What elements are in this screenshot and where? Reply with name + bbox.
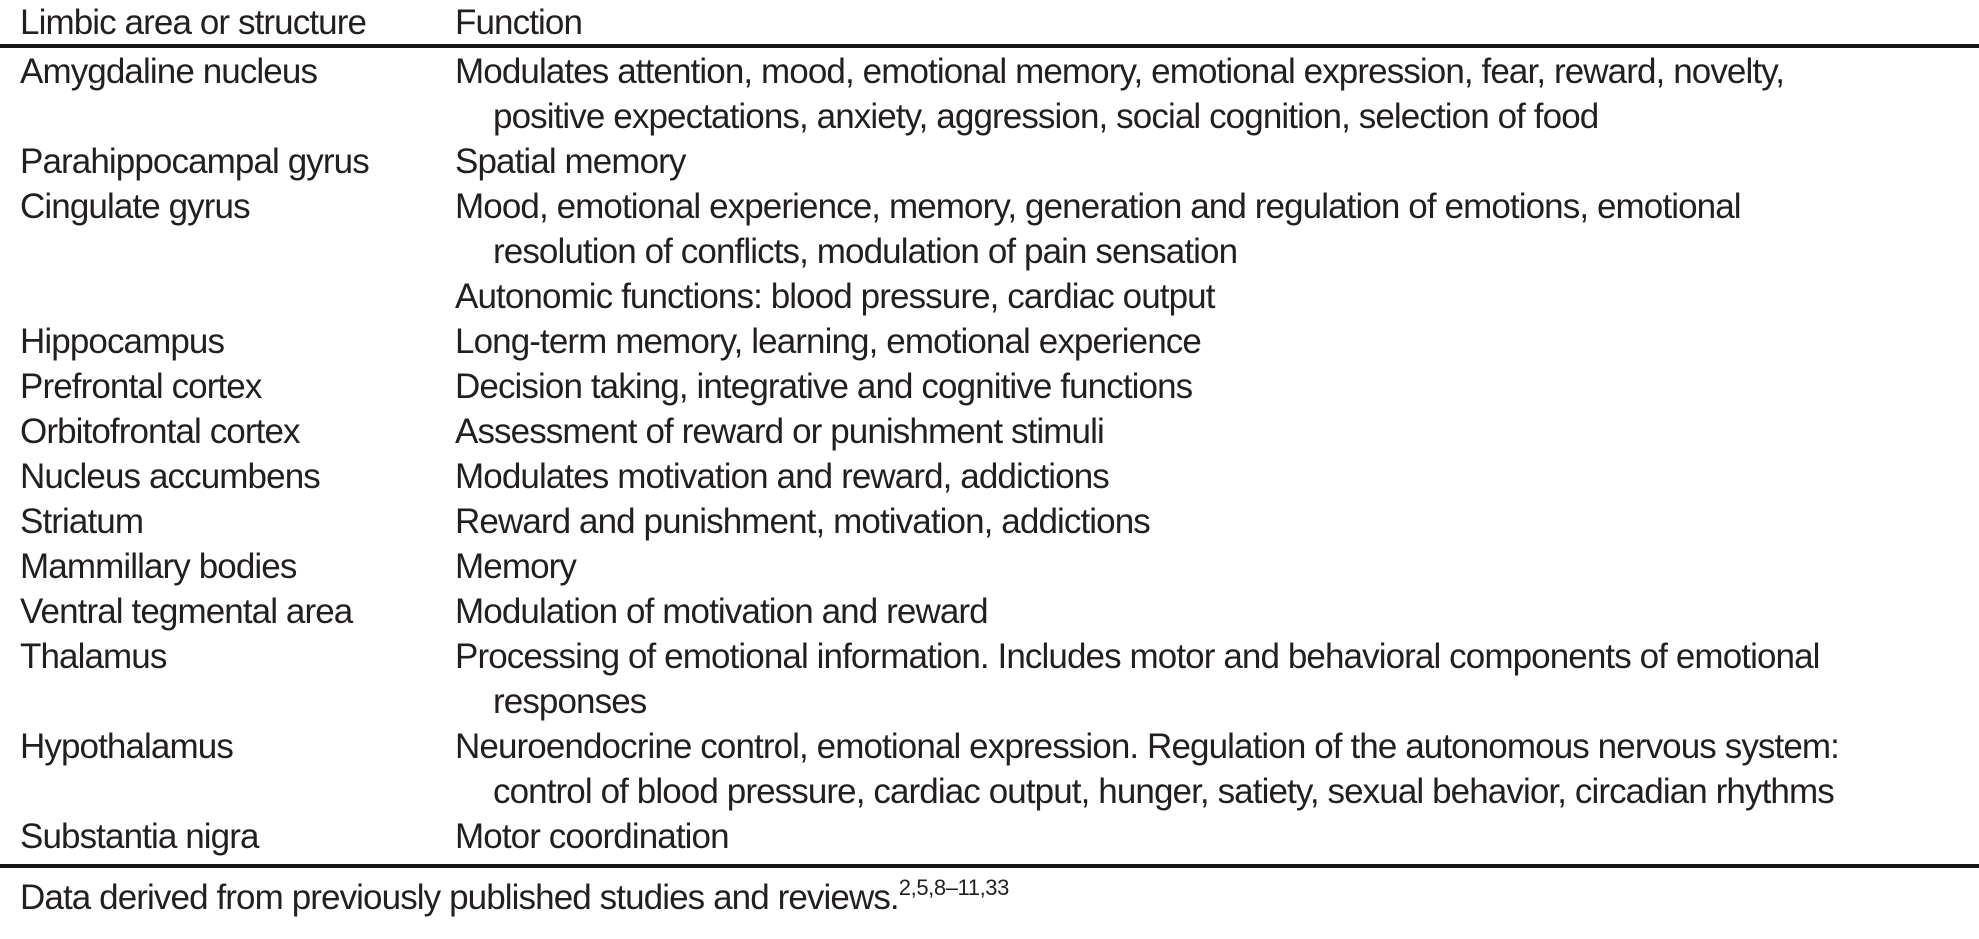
function-line: Memory [455, 547, 576, 586]
function-line: Mood, emotional experience, memory, generation and regulation of emotions, emotional [455, 187, 1741, 226]
table-header-row [0, 2, 1979, 44]
structure-cell: Prefrontal cortex [20, 367, 262, 406]
function-cell [455, 724, 1979, 814]
function-line: Decision taking, integrative and cognitive functions [455, 367, 1193, 406]
function-line: Processing of emotional information. Includes motor and behavioral components of emotional [455, 637, 1820, 676]
function-cell [455, 454, 1979, 499]
footnote-text: Data derived from previously published studies and reviews. [20, 878, 899, 917]
table-row [0, 364, 1979, 409]
table-row [0, 454, 1979, 499]
column-header-structure: Limbic area or structure [20, 3, 367, 42]
function-line: Modulation of motivation and reward [455, 592, 988, 631]
function-line: Autonomic functions: blood pressure, cardiac output [455, 277, 1215, 316]
structure-cell: Substantia nigra [20, 817, 259, 856]
structure-cell: Nucleus accumbens [20, 457, 320, 496]
function-cell [455, 409, 1979, 454]
function-line: Motor coordination [455, 817, 729, 856]
structure-cell: Hippocampus [20, 322, 225, 361]
footnote-reference-numbers: 2,5,8–11,33 [898, 875, 1009, 900]
function-cell [455, 589, 1979, 634]
function-cell [455, 814, 1979, 859]
function-cell [455, 139, 1979, 184]
function-cell [455, 184, 1979, 319]
function-cell [455, 499, 1979, 544]
function-line: responses [493, 682, 647, 721]
table-row [0, 49, 1979, 139]
table-row [0, 814, 1979, 859]
function-line: Reward and punishment, motivation, addictions [455, 502, 1150, 541]
function-cell [455, 319, 1979, 364]
table-row [0, 319, 1979, 364]
function-line: Long-term memory, learning, emotional experience [455, 322, 1201, 361]
function-line: control of blood pressure, cardiac output, hunger, satiety, sexual behavior, circadian rhythms [493, 772, 1834, 811]
structure-cell: Thalamus [20, 637, 167, 676]
structure-cell: Orbitofrontal cortex [20, 412, 300, 451]
table-row [0, 499, 1979, 544]
function-line: Assessment of reward or punishment stimuli [455, 412, 1104, 451]
function-line: resolution of conflicts, modulation of pain sensation [493, 232, 1238, 271]
structure-cell: Ventral tegmental area [20, 592, 353, 631]
footnote [0, 868, 1979, 922]
function-cell [455, 49, 1979, 139]
function-cell [455, 364, 1979, 409]
function-line: positive expectations, anxiety, aggression, social cognition, selection of food [493, 97, 1599, 136]
structure-cell: Amygdaline nucleus [20, 52, 318, 91]
structure-cell: Cingulate gyrus [20, 187, 250, 226]
structure-cell: Hypothalamus [20, 727, 233, 766]
table-row [0, 409, 1979, 454]
table-row [0, 724, 1979, 814]
function-line: Neuroendocrine control, emotional expression. Regulation of the autonomous nervous system: [455, 727, 1839, 766]
function-line: Modulates motivation and reward, addictions [455, 457, 1109, 496]
table-row [0, 634, 1979, 724]
function-line: Modulates attention, mood, emotional memory, emotional expression, fear, reward, novelty, [455, 52, 1785, 91]
function-cell [455, 544, 1979, 589]
structure-cell: Mammillary bodies [20, 547, 297, 586]
table-row [0, 184, 1979, 319]
column-header-function: Function [455, 3, 583, 42]
table-row [0, 544, 1979, 589]
structure-cell: Striatum [20, 502, 144, 541]
table-row [0, 589, 1979, 634]
table-body [0, 48, 1979, 859]
table-row [0, 139, 1979, 184]
structure-cell: Parahippocampal gyrus [20, 142, 369, 181]
function-cell [455, 634, 1979, 724]
function-line: Spatial memory [455, 142, 686, 181]
